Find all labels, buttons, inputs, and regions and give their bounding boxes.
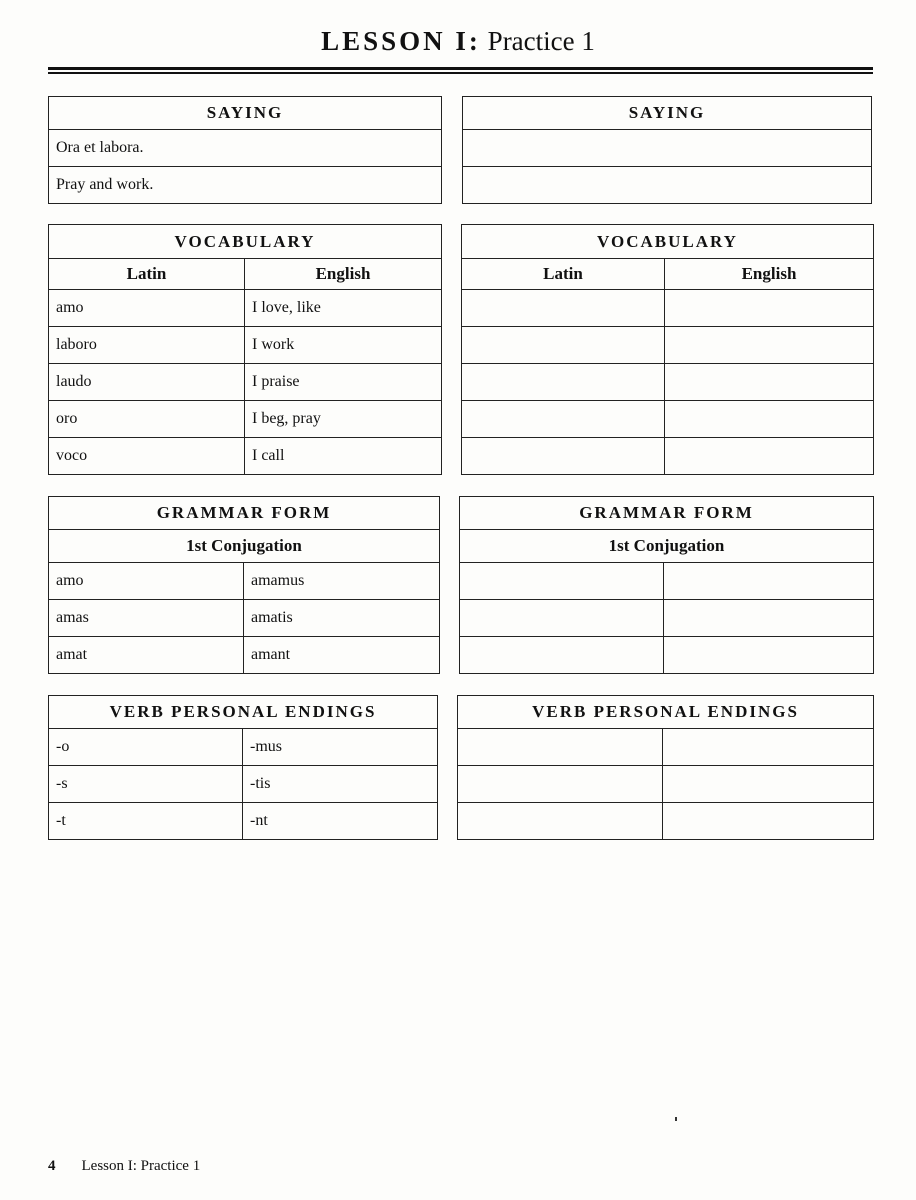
vocabulary-row bbox=[49, 327, 442, 364]
ending-plural: -tis bbox=[243, 766, 438, 803]
endings-practice-row bbox=[458, 766, 874, 803]
blank-cell[interactable] bbox=[665, 364, 874, 401]
vocabulary-practice-row bbox=[462, 438, 874, 475]
grammar-form-header: GRAMMAR FORM bbox=[49, 497, 440, 530]
vocabulary-header: VOCABULARY bbox=[49, 225, 442, 259]
vocabulary-table bbox=[48, 224, 442, 475]
vocabulary-english: I love, like bbox=[245, 290, 442, 327]
vocabulary-col-latin: Latin bbox=[49, 259, 245, 290]
ending-plural: -mus bbox=[243, 729, 438, 766]
blank-cell[interactable] bbox=[460, 563, 664, 600]
endings-practice-row bbox=[458, 803, 874, 840]
grammar-row bbox=[49, 563, 440, 600]
vocabulary-row bbox=[49, 401, 442, 438]
vocabulary-practice-header: VOCABULARY bbox=[462, 225, 874, 259]
vocabulary-practice-row bbox=[462, 401, 874, 438]
blank-cell[interactable] bbox=[665, 401, 874, 438]
vocabulary-col-english: English bbox=[245, 259, 442, 290]
grammar-practice-row bbox=[460, 563, 874, 600]
blank-cell[interactable] bbox=[663, 766, 874, 803]
vocabulary-row bbox=[49, 364, 442, 401]
verb-endings-table bbox=[48, 695, 438, 840]
vocabulary-latin: oro bbox=[49, 401, 245, 438]
grammar-form-table bbox=[48, 496, 440, 674]
vocabulary-latin: laboro bbox=[49, 327, 245, 364]
blank-cell[interactable] bbox=[663, 803, 874, 840]
page-title bbox=[0, 26, 916, 57]
blank-cell[interactable] bbox=[664, 637, 874, 674]
endings-row bbox=[49, 729, 438, 766]
grammar-form-practice-subheader: 1st Conjugation bbox=[460, 530, 874, 563]
vocabulary-practice-col-latin: Latin bbox=[462, 259, 665, 290]
vocabulary-practice-row bbox=[462, 327, 874, 364]
vocabulary-latin: voco bbox=[49, 438, 245, 475]
footer-title: Lesson I: Practice 1 bbox=[81, 1158, 201, 1174]
vocabulary-english: I praise bbox=[245, 364, 442, 401]
blank-cell[interactable] bbox=[460, 637, 664, 674]
vocabulary-latin: laudo bbox=[49, 364, 245, 401]
grammar-plural: amamus bbox=[244, 563, 440, 600]
grammar-plural: amatis bbox=[244, 600, 440, 637]
ending-plural: -nt bbox=[243, 803, 438, 840]
blank-cell[interactable] bbox=[462, 401, 665, 438]
title-rule-thick bbox=[48, 67, 873, 70]
verb-endings-header: VERB PERSONAL ENDINGS bbox=[49, 696, 438, 729]
grammar-plural: amant bbox=[244, 637, 440, 674]
saying-practice-header: SAYING bbox=[463, 97, 872, 130]
vocabulary-practice-table bbox=[461, 224, 874, 475]
saying-english: Pray and work. bbox=[49, 167, 442, 204]
blank-cell[interactable] bbox=[462, 438, 665, 475]
endings-row bbox=[49, 766, 438, 803]
page-number: 4 bbox=[48, 1158, 56, 1174]
grammar-singular: amas bbox=[49, 600, 244, 637]
vocabulary-practice-row bbox=[462, 364, 874, 401]
endings-practice-row bbox=[458, 729, 874, 766]
endings-row bbox=[49, 803, 438, 840]
verb-endings-practice-header: VERB PERSONAL ENDINGS bbox=[458, 696, 874, 729]
title-rule-thin bbox=[48, 72, 873, 74]
blank-cell[interactable] bbox=[460, 600, 664, 637]
vocabulary-english: I beg, pray bbox=[245, 401, 442, 438]
ending-singular: -s bbox=[49, 766, 243, 803]
vocabulary-practice-row bbox=[462, 290, 874, 327]
vocabulary-latin: amo bbox=[49, 290, 245, 327]
saying-practice-english-blank[interactable] bbox=[463, 167, 872, 204]
blank-cell[interactable] bbox=[665, 290, 874, 327]
grammar-practice-row bbox=[460, 600, 874, 637]
saying-latin: Ora et labora. bbox=[49, 130, 442, 167]
vocabulary-row bbox=[49, 290, 442, 327]
saying-header: SAYING bbox=[49, 97, 442, 130]
blank-cell[interactable] bbox=[462, 364, 665, 401]
vocabulary-english: I call bbox=[245, 438, 442, 475]
blank-cell[interactable] bbox=[462, 290, 665, 327]
saying-practice-table bbox=[462, 96, 872, 204]
vocabulary-practice-col-english: English bbox=[665, 259, 874, 290]
grammar-row bbox=[49, 600, 440, 637]
grammar-form-practice-header: GRAMMAR FORM bbox=[460, 497, 874, 530]
ink-speck bbox=[675, 1117, 677, 1121]
ending-singular: -t bbox=[49, 803, 243, 840]
blank-cell[interactable] bbox=[462, 327, 665, 364]
blank-cell[interactable] bbox=[458, 729, 663, 766]
blank-cell[interactable] bbox=[664, 600, 874, 637]
blank-cell[interactable] bbox=[665, 327, 874, 364]
blank-cell[interactable] bbox=[665, 438, 874, 475]
ending-singular: -o bbox=[49, 729, 243, 766]
grammar-row bbox=[49, 637, 440, 674]
blank-cell[interactable] bbox=[458, 803, 663, 840]
blank-cell[interactable] bbox=[458, 766, 663, 803]
grammar-form-subheader: 1st Conjugation bbox=[49, 530, 440, 563]
saying-table bbox=[48, 96, 442, 204]
blank-cell[interactable] bbox=[664, 563, 874, 600]
grammar-form-practice-table bbox=[459, 496, 874, 674]
blank-cell[interactable] bbox=[663, 729, 874, 766]
vocabulary-english: I work bbox=[245, 327, 442, 364]
vocabulary-row bbox=[49, 438, 442, 475]
page-footer bbox=[48, 1158, 200, 1175]
page-title-lead: LESSON I: bbox=[321, 26, 481, 56]
saying-practice-latin-blank[interactable] bbox=[463, 130, 872, 167]
page-title-rest: Practice 1 bbox=[480, 26, 595, 56]
verb-endings-practice-table bbox=[457, 695, 874, 840]
grammar-practice-row bbox=[460, 637, 874, 674]
grammar-singular: amo bbox=[49, 563, 244, 600]
grammar-singular: amat bbox=[49, 637, 244, 674]
